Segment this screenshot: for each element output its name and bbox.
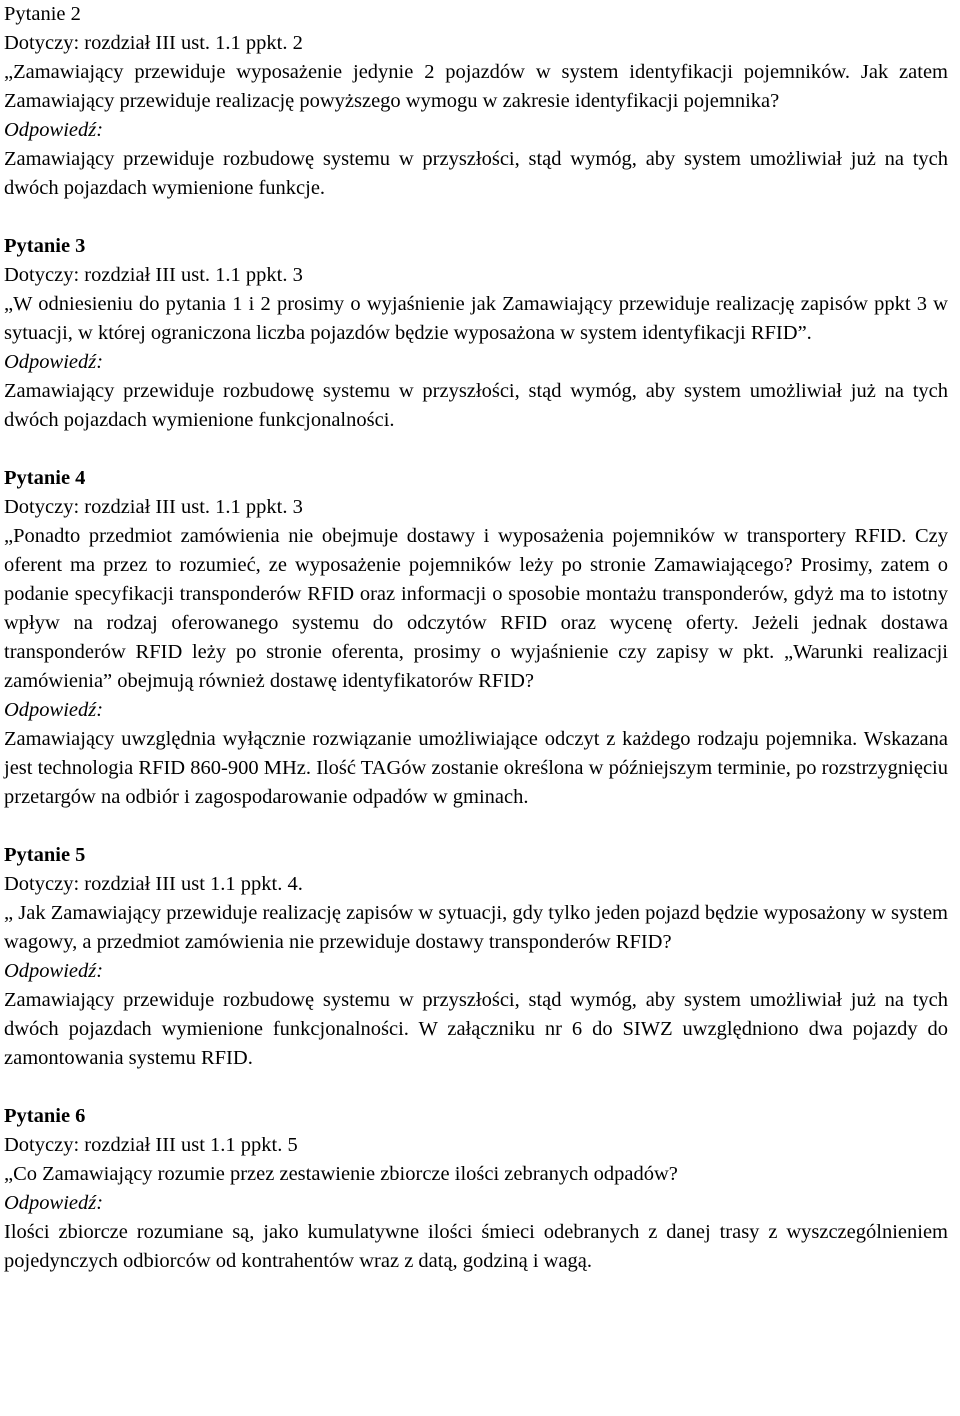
question-reference: Dotyczy: rozdział III ust 1.1 ppkt. 5 xyxy=(4,1134,298,1156)
answer-label: Odpowiedź: xyxy=(4,119,104,141)
answer-label: Odpowiedź: xyxy=(4,699,104,721)
question-title: Pytanie 6 xyxy=(4,1105,86,1127)
question-reference: Dotyczy: rozdział III ust. 1.1 ppkt. 3 xyxy=(4,496,303,518)
question-text: „Ponadto przedmiot zamówienia nie obejmuje dostawy i wyposażenia pojemników w transportery RFID. Czy oferent ma przez to rozumieć, ze wyposażenie pojemników leży po stronie Zamawiającego? Prosimy, zatem o podanie specyfikacji transponderów RFID oraz informacji o sposobie montażu transponderów, gdyż ma to istotny wpływ na rodzaj oferowanego systemu do odczytów RFID oraz wycenę oferty. Jeżeli jednak dostawa transponderów RFID leży po stronie oferenta, prosimy o wyjaśnienie czy zapisy w pkt. „Warunki realizacji zamówienia” obejmują również dostawę identyfikatorów RFID? xyxy=(4,525,948,692)
question-reference: Dotyczy: rozdział III ust. 1.1 ppkt. 3 xyxy=(4,264,303,286)
question-block-6 xyxy=(4,1102,948,1276)
question-block-4 xyxy=(4,464,948,812)
answer-label: Odpowiedź: xyxy=(4,1192,104,1214)
question-title: Pytanie 4 xyxy=(4,467,86,489)
answer-text: Zamawiający przewiduje rozbudowę systemu w przyszłości, stąd wymóg, aby system umożliwiał już na tych dwóch pojazdach wymienione funkcje. xyxy=(4,148,948,199)
answer-text: Zamawiający przewiduje rozbudowę systemu w przyszłości, stąd wymóg, aby system umożliwiał już na tych dwóch pojazdach wymienione funkcjonalności. W załączniku nr 6 do SIWZ uwzględniono dwa pojazdy do zamontowania systemu RFID. xyxy=(4,989,948,1069)
question-title: Pytanie 2 xyxy=(4,3,81,25)
answer-text: Zamawiający uwzględnia wyłącznie rozwiązanie umożliwiające odczyt z każdego rodzaju pojemnika. Wskazana jest technologia RFID 860-900 MHz. Ilość TAGów zostanie określona w późniejszym terminie, po rozstrzygnięciu przetargów na odbiór i zagospodarowanie odpadów w gminach. xyxy=(4,728,948,808)
answer-label: Odpowiedź: xyxy=(4,960,104,982)
question-reference: Dotyczy: rozdział III ust. 1.1 ppkt. 2 xyxy=(4,32,303,54)
question-text: „ Jak Zamawiający przewiduje realizację zapisów w sytuacji, gdy tylko jeden pojazd będzie wyposażony w system wagowy, a przedmiot zamówienia nie przewiduje dostawy transponderów RFID? xyxy=(4,902,948,953)
question-text: „Zamawiający przewiduje wyposażenie jedynie 2 pojazdów w system identyfikacji pojemników. Jak zatem Zamawiający przewiduje realizację powyższego wymogu w zakresie identyfikacji pojemnika? xyxy=(4,61,948,112)
answer-label: Odpowiedź: xyxy=(4,351,104,373)
question-block-5 xyxy=(4,841,948,1073)
question-block-3 xyxy=(4,232,948,435)
question-title: Pytanie 3 xyxy=(4,235,86,257)
question-reference: Dotyczy: rozdział III ust 1.1 ppkt. 4. xyxy=(4,873,303,895)
answer-text: Zamawiający przewiduje rozbudowę systemu w przyszłości, stąd wymóg, aby system umożliwiał już na tych dwóch pojazdach wymienione funkcjonalności. xyxy=(4,380,948,431)
question-text: „Co Zamawiający rozumie przez zestawienie zbiorcze ilości zebranych odpadów? xyxy=(4,1163,678,1185)
answer-text: Ilości zbiorcze rozumiane są, jako kumulatywne ilości śmieci odebranych z danej trasy z wyszczególnieniem pojedynczych odbiorców od kontrahentów wraz z datą, godziną i wagą. xyxy=(4,1221,948,1272)
question-title: Pytanie 5 xyxy=(4,844,86,866)
question-block-2 xyxy=(4,0,948,203)
question-text: „W odniesieniu do pytania 1 i 2 prosimy o wyjaśnienie jak Zamawiający przewiduje realizację zapisów ppkt 3 w sytuacji, w której ograniczona liczba pojazdów będzie wyposażona w system identyfikacji RFID”. xyxy=(4,293,948,344)
